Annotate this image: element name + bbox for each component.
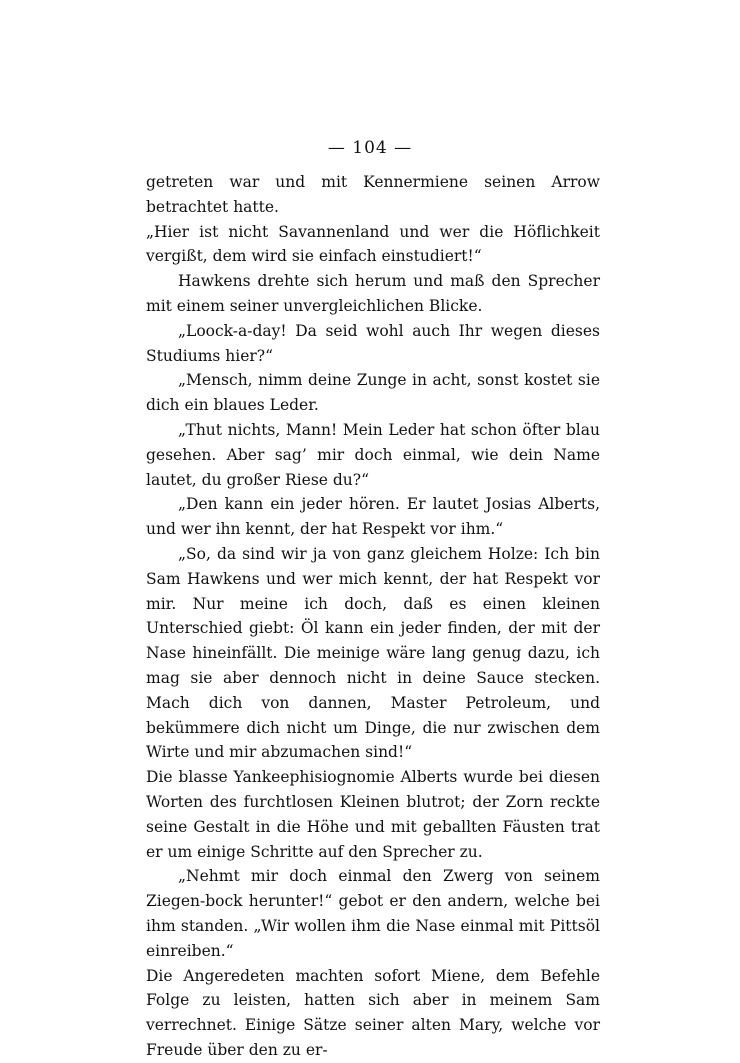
paragraph: Die Angeredeten machten sofort Miene, dem Befehle Folge zu leisten, hatten sich aber in meinem Sam verrechnet. Einige Sätze seiner alten Mary, welche vor Freude über den zu er- [146, 966, 600, 1059]
paragraph: Die blasse Yankeephisiognomie Alberts wurde bei diesen Worten des furchtlosen Kleinen blutrot; der Zorn reckte seine Gestalt in die Höhe und mit geballten Fäusten trat er um einige Schritte auf den Sprecher zu. [146, 768, 600, 861]
paragraph: „Den kann ein jeder hören. Er lautet Josias Alberts, und wer ihn kennt, der hat Respekt vor ihm.“ [146, 495, 600, 539]
paragraph: „Hier ist nicht Savannenland und wer die Höflichkeit vergißt, dem wird sie einfach einstudiert!“ [146, 222, 600, 266]
paragraph: „Thut nichts, Mann! Mein Leder hat schon öfter blau gesehen. Aber sag’ mir doch einmal, wie dein Name lautet, du großer Riese du?“ [146, 420, 600, 489]
paragraph: getreten war und mit Kennermiene seinen Arrow betrachtet hatte. [146, 173, 600, 216]
paragraph: Hawkens drehte sich herum und maß den Sprecher mit einem seiner unvergleichlichen Blicke. [146, 272, 600, 315]
body-text [146, 170, 600, 1063]
page-number: — 104 — [327, 138, 413, 158]
paragraph: „Loock-a-day! Da seid wohl auch Ihr wegen dieses Studiums hier?“ [146, 321, 600, 365]
paragraph: „Nehmt mir doch einmal den Zwerg von seinem Ziegen-bock herunter!“ gebot er den andern, welche bei ihm standen. „Wir wollen ihm die Nase einmal mit Pittsöl einreiben.“ [146, 867, 600, 960]
paragraph: „So, da sind wir ja von ganz gleichem Holze: Ich bin Sam Hawkens und wer mich kennt, der hat Respekt vor mir. Nur meine ich doch, daß es einen kleinen Unterschied giebt: Öl kann ein jeder finden, der mit der Nase hineinfällt. Die meinige wäre lang genug dazu, ich mag sie aber dennoch nicht in deine Sauce stecken. Mach dich von dannen, Master Petroleum, und bekümmere dich nicht um Dinge, die nur zwischen dem Wirte und mir abzumachen sind!“ [146, 544, 600, 762]
paragraph: „Mensch, nimm deine Zunge in acht, sonst kostet sie dich ein blaues Leder. [146, 371, 600, 415]
